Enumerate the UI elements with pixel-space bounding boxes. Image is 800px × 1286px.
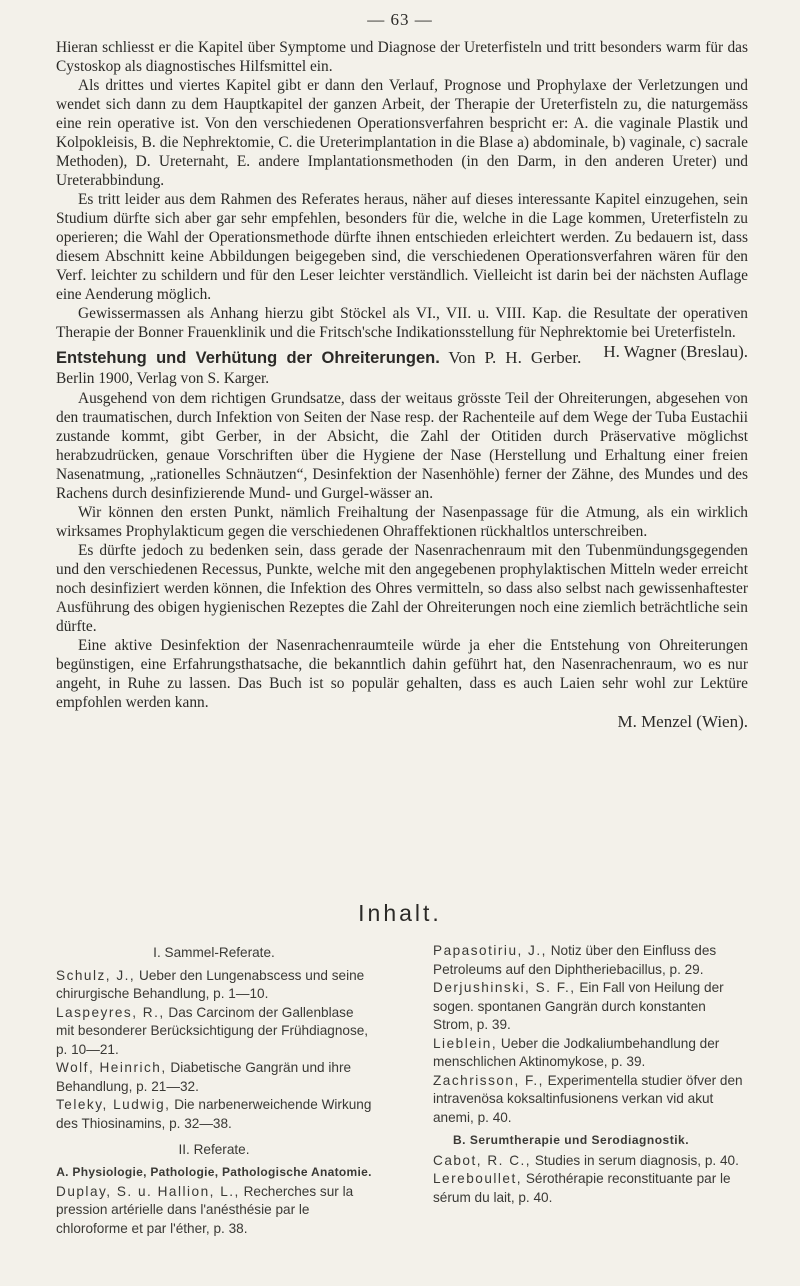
review1-paragraph: Als drittes und viertes Kapitel gibt er dann den Verlauf, Prognose und Prophylaxe der Verletzungen und wendet sich dann zu dem Hauptkapitel der ganzen Arbeit, der Therapie der Ureterfisteln zu, die naturgemäss eine rein operative ist. Von den verschiedenen Operationsverfahren bespricht er: A. die vaginale Plastik und Kolpokleisis, B. die Nephrektomie, C. die Ureterimplantation in die Blase a) abdominale, b) vaginale, c) sacrale Methoden), D. Ureternaht, E. andere Implantationsmethoden (in den Darm, in den anderen Ureter) und Ureterabbindung. [56, 77, 748, 189]
review2-paragraph: Wir können den ersten Punkt, nämlich Freihaltung der Nasenpassage für die Atmung, als ein wirklich wirksames Prophylakticum gegen die verschiedenen Ohraffektionen rückhaltlos unterschreiben. [56, 504, 748, 540]
review2-imprint: Berlin 1900, Verlag von S. Karger. [56, 370, 270, 387]
review2-author: Von P. H. Gerber. [448, 348, 582, 367]
review2-paragraph: Es dürfte jedoch zu bedenken sein, dass gerade der Nasenrachenraum mit den Tubenmündungsgegenden und den verschiedenen Recessus, Punkte, welche mit den angegebenen prophylaktischen Mitteln weder erreicht noch desinfiziert werden können, die Infektion des Ohres vermitteln, so dass also selbst nach gewissenhaftester Ausführung des obigen hygienischen Rezeptes die Zahl der Ohreiterungen noch eine ziemlich beträchtliche sein dürfte. [56, 542, 748, 635]
contents-right-column [433, 942, 749, 1207]
contents-entry: Zachrisson, F., Experimentella studier öfver den intravenösa koksaltinfusionens verkan vid akut anemi, p. 40. [433, 1072, 743, 1125]
review2-signature: M. Menzel (Wien). [617, 712, 748, 731]
review1-paragraph: Hieran schliesst er die Kapitel über Symptome und Diagnose der Ureterfisteln und tritt besonders warm für das Cystoskop als diagnostisches Hilfsmittel ein. [56, 39, 748, 75]
contents-entry: Duplay, S. u. Hallion, L., Recherches sur la pression artérielle dans l'anésthésie par le chloroforme et par l'éther, p. 38. [56, 1183, 354, 1236]
subsection-heading: B. Serumtherapie und Serodiagnostik. [453, 1133, 690, 1147]
review1-paragraph: Gewissermassen als Anhang hierzu gibt Stöckel als VI., VII. u. VIII. Kap. die Resultate der operativen Therapie der Bonner Frauenklinik und die Fritsch'sche Indikationsstellung für Nephrektomie bei Ureterfisteln. H. Wagner (Breslau). [56, 305, 748, 361]
contents-entry: Wolf, Heinrich, Diabetische Gangrän und ihre Behandlung, p. 21—32. [56, 1060, 352, 1094]
contents-entry: Laspeyres, R., Das Carcinom der Gallenblase mit besonderer Berücksichtigung der Frühdiagnose, p. 10—21. [56, 1004, 369, 1057]
contents-entry: Schulz, J., Ueber den Lungenabscess und seine chirurgische Behandlung, p. 1—10. [56, 967, 365, 1001]
review2-paragraph: Ausgehend von dem richtigen Grundsatze, dass der weitaus grösste Teil der Ohreiterungen, abgesehen von den traumatischen, durch Infektion von Seiten der Nase resp. der Rachenteile auf dem Wege der Tuba Eustachii zustande kommt, gibt Gerber, in der Absicht, die Zahl der Otitiden durch Präservative möglichst herabzudrücken, genaue Vorschriften über die Hygiene der Nase (Herstellung und Erhaltung einer freien Nasenatmung, „rationelles Schnäutzen“, Desinfektion der Nasenhöhle) ferner der Zähne, des Mundes und des Rachens durch desinfizierende Mund- und Gurgel-wässer an. [56, 390, 748, 502]
subsection-heading: A. Physiologie, Pathologie, Pathologische Anatomie. [56, 1164, 372, 1179]
page-number: — 63 — [367, 10, 433, 29]
review1-signature: H. Wagner (Breslau). [603, 342, 748, 361]
contents-entry: Papasotiriu, J., Notiz über den Einfluss des Petroleums auf den Diphtheriebacillus, p. 29. [433, 943, 717, 977]
review-column [56, 38, 748, 731]
contents-left-column [56, 942, 372, 1238]
contents-entry: Teleky, Ludwig, Die narbenerweichende Wirkung des Thiosinamins, p. 32—38. [56, 1097, 372, 1131]
review2-paragraph: Eine aktive Desinfektion der Nasenrachenraumteile würde ja eher die Entstehung von Ohreiterungen begünstigen, eine Erfahrungsthatsache, die bekanntlich dahin geführt hat, den Nasenrachenraum, wo es nur angeht, in Ruhe zu lassen. Das Buch ist so populär gehalten, dass es auch Laien sehr wohl zur Lektüre empfohlen werden kann. [56, 637, 748, 711]
contents-entry: Cabot, R. C., Studies in serum diagnosis, p. 40. [433, 1152, 739, 1168]
contents-entry: Lieblein, Ueber die Jodkaliumbehandlung der menschlichen Aktinomykose, p. 39. [433, 1035, 720, 1069]
contents-title: Inhalt. [358, 900, 442, 926]
review2-title: Entstehung und Verhütung der Ohreiterungen. [56, 349, 440, 367]
section-heading: I. Sammel-Referate. [153, 945, 275, 960]
review2-signature-line [56, 712, 748, 731]
review1-paragraph: Es tritt leider aus dem Rahmen des Referates heraus, näher auf dieses interessante Kapitel einzugehen, sein Studium dürfte sich aber gar sehr empfehlen, besonders für die, welche in die Lage kommen, Ureterfisteln zu operieren; die Wahl der Operationsmethode dürfte ihnen entschieden erleichtert werden. Zu bedauern ist, dass diesem Abschnitt keine Abbildungen beigegeben sind, die verschiedenen Operationsverfahren wären für den Verf. leichter zu schildern und für den Leser leichter verständlich. Vielleicht ist darin bei der nächsten Auflage eine Aenderung möglich. [56, 191, 748, 303]
contents-entry: Derjushinski, S. F., Ein Fall von Heilung der sogen. spontanen Gangrän durch konstanten Strom, p. 39. [433, 980, 724, 1032]
section-heading: II. Referate. [178, 1142, 250, 1157]
contents-entry: Lereboullet, Sérothérapie reconstituante par le sérum du lait, p. 40. [433, 1171, 731, 1205]
